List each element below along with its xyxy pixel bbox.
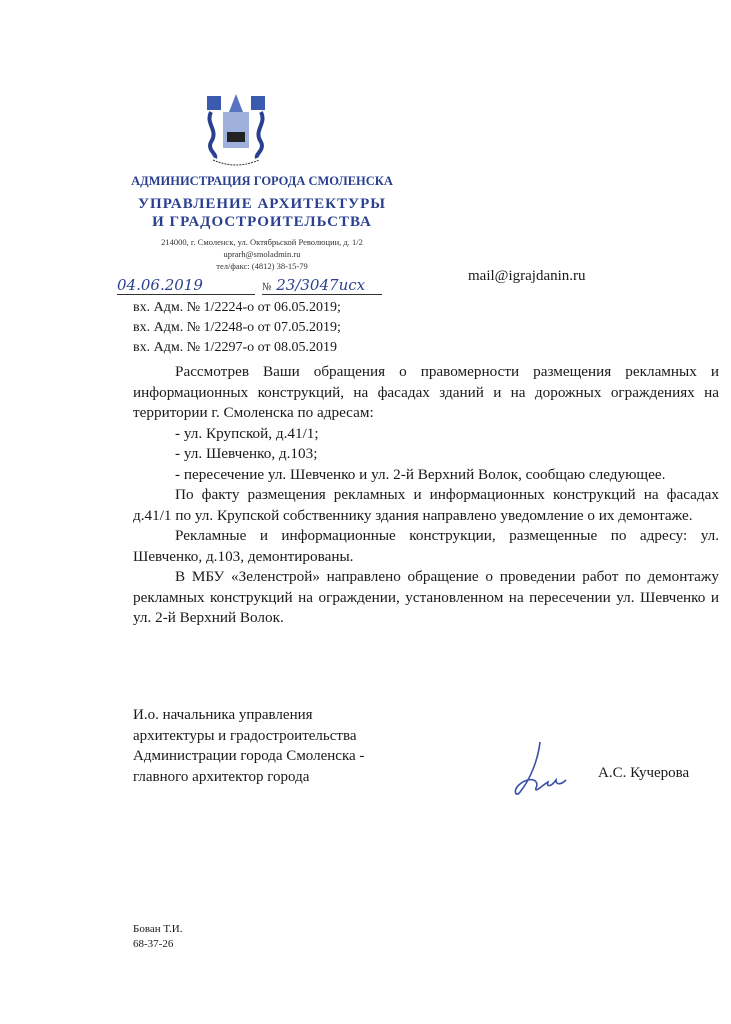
department-phone: тел/факс: (4812) 38-15-79	[216, 261, 308, 271]
handwritten-signature	[510, 740, 570, 800]
outgoing-date: 04.06.2019	[117, 276, 255, 295]
contact-block	[112, 236, 412, 272]
address-item: - ул. Шевченко, д.103;	[175, 445, 318, 462]
paragraph-krupskoy: По факту размещения рекламных и информационных конструкций на фасадах д.41/1 по ул. Крупской собственнику здания направлено уведомление о их демонтаже.	[133, 486, 719, 524]
recipient-email: mail@igrajdanin.ru	[468, 268, 586, 284]
org-name: АДМИНИСТРАЦИЯ ГОРОДА СМОЛЕНСКА	[131, 174, 393, 188]
paragraph-shevchenko: Рекламные и информационные конструкции, размещенные по адресу: ул. Шевченко, д.103, демонтированы.	[133, 527, 719, 565]
smolensk-coat-of-arms-logo	[205, 92, 267, 168]
address-item: - ул. Крупской, д.41/1;	[175, 424, 319, 442]
executor-info	[133, 922, 182, 952]
paragraph-intro: Рассмотрев Ваши обращения о правомерности размещения рекламных и информационных конструкций, на фасадах зданий и на дорожных ограждениях на территории г. Смоленска по адресам:	[133, 363, 719, 421]
outgoing-number-field	[262, 276, 382, 295]
department-line-2: И ГРАДОСТРОИТЕЛЬСТВА	[152, 214, 372, 230]
paragraph-zelenstroy: В МБУ «Зеленстрой» направлено обращение о проведении работ по демонтажу рекламных конструкций на ограждении, установленном на пересечении ул. Шевченко и ул. 2-й Верхний Волок.	[133, 568, 719, 626]
reference-line: вх. Адм. № 1/2297-о от 08.05.2019	[133, 340, 338, 355]
letter-body	[133, 362, 719, 629]
department-name	[112, 195, 412, 231]
number-label: №	[262, 282, 272, 293]
outgoing-registration	[112, 276, 382, 294]
signatory-title-line: Администрации города Смоленска -	[133, 748, 365, 764]
incoming-references	[133, 298, 341, 358]
signatory-title-line: архитектуры и градостроительства	[133, 727, 357, 744]
reference-line: вх. Адм. № 1/2248-о от 07.05.2019;	[133, 320, 341, 335]
department-email: uprarh@smoladmin.ru	[223, 249, 301, 259]
signatory-title-line: главного архитектор города	[133, 768, 310, 785]
executor-phone: 68-37-26	[133, 938, 174, 950]
department-line-1: УПРАВЛЕНИЕ АРХИТЕКТУРЫ	[138, 196, 386, 212]
address-item: - пересечение ул. Шевченко и ул. 2-й Верхний Волок, сообщаю следующее.	[175, 465, 666, 483]
postal-address: 214000, г. Смоленск, ул. Октябрьской Революции, д. 1/2	[161, 237, 363, 247]
outgoing-number: 23/3047исх	[276, 276, 366, 294]
signatory-name: А.С. Кучерова	[598, 765, 690, 781]
reference-line: вх. Адм. № 1/2224-о от 06.05.2019;	[133, 300, 341, 315]
signatory-title	[133, 705, 364, 787]
executor-name: Бован Т.И.	[133, 923, 183, 935]
signatory-title-line: И.о. начальника управления	[133, 707, 313, 723]
